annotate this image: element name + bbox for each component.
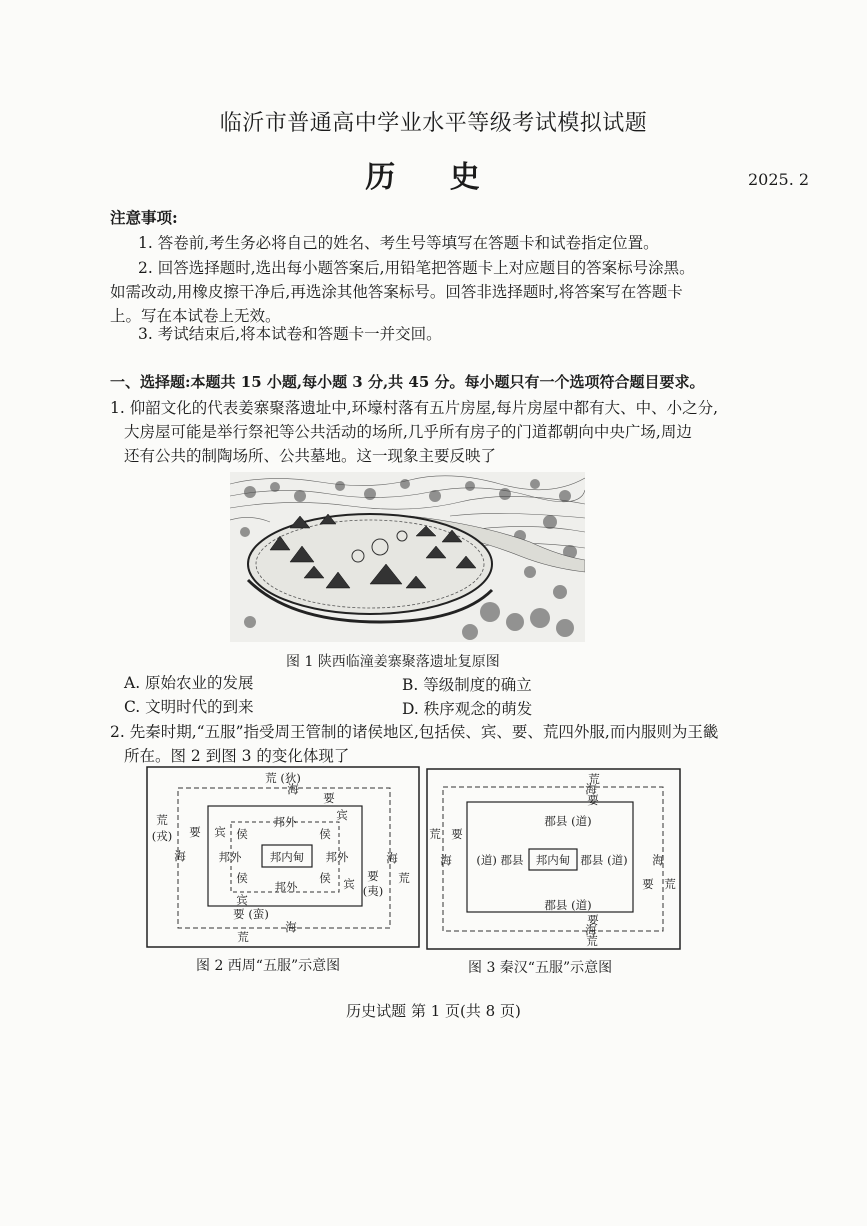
figure-2-diagram (146, 766, 420, 948)
fig2-hai-right: 海 (386, 851, 398, 865)
fig3-yao-bottom: 要 (587, 913, 599, 927)
q1-option-c[interactable]: C. 文明时代的到来 (124, 698, 254, 716)
fig2-huang-right: 荒 (398, 871, 410, 885)
q1-stem-line-2: 大房屋可能是举行祭祀等公共活动的场所,几乎所有房子的门道都朝向中央广场,周边 (124, 423, 692, 441)
q1-option-b[interactable]: B. 等级制度的确立 (402, 676, 532, 694)
fig2-bangwai-left: 邦外 (218, 850, 242, 864)
q2-stem-line-2: 所在。图 2 到图 3 的变化体现了 (124, 747, 350, 765)
q1-option-a[interactable]: A. 原始农业的发展 (124, 674, 254, 692)
fig2-bin-bottom: 宾 (236, 893, 248, 907)
notice-heading: 注意事项: (110, 208, 178, 227)
subject-title: 历 史 (365, 160, 502, 195)
section-1-heading: 一、选择题:本题共 15 小题,每小题 3 分,共 45 分。每小题只有一个选项符合题目要求。 (110, 373, 705, 391)
fig2-bangwai-top: 邦外 (273, 815, 297, 829)
fig2-hou-tl: 侯 (236, 827, 248, 841)
fig3-huang-top: 荒 (588, 772, 600, 786)
fig2-hou-tr: 侯 (319, 827, 331, 841)
settlement-illustration (230, 472, 585, 642)
fig2-huang-bottom: 荒 (237, 930, 249, 944)
fig3-junxian-right: 郡县 (道) (580, 853, 628, 867)
fig2-rong: (戎) (151, 829, 173, 843)
fig2-yao-bottom: 要 (蛮) (233, 907, 269, 921)
fig2-bin-right: 宾 (343, 877, 355, 891)
q1-stem-line-1: 1. 仰韶文化的代表姜寨聚落遗址中,环壕村落有五片房屋,每片房屋中都有大、中、小之分, (110, 399, 718, 417)
page-footer: 历史试题 第 1 页(共 8 页) (346, 1002, 521, 1020)
notice-item-3: 3. 考试结束后,将本试卷和答题卡一并交回。 (138, 325, 442, 343)
fig2-yao-left: 要 (189, 825, 201, 839)
figure-1-caption: 图 1 陕西临潼姜寨聚落遗址复原图 (286, 654, 500, 670)
fig3-huang-bottom: 荒 (586, 934, 598, 948)
figure-2-caption: 图 2 西周“五服”示意图 (196, 958, 341, 974)
exam-title: 临沂市普通高中学业水平等级考试模拟试题 (219, 111, 648, 136)
fig2-hou-bl: 侯 (236, 871, 248, 885)
fig2-yao-top: 要 (323, 791, 335, 805)
fig2-center: 邦内甸 (269, 850, 305, 864)
fig2-hai-top: 海 (287, 782, 299, 796)
fig3-junxian-top: 郡县 (道) (544, 814, 592, 828)
notice-item-2-line-3: 上。写在本试卷上无效。 (110, 307, 281, 325)
fig3-hai-bottom: 海 (585, 923, 597, 937)
q2-stem-line-1: 2. 先秦时期,“五服”指受周王管制的诸侯地区,包括侯、宾、要、荒四外服,而内服则为王畿 (110, 723, 719, 741)
fig3-hai-left: 海 (440, 853, 452, 867)
fig3-hai-top: 海 (585, 782, 597, 796)
fig2-huang-top: 荒 (狄) (265, 771, 301, 785)
q1-stem-line-3: 还有公共的制陶场所、公共墓地。这一现象主要反映了 (124, 447, 497, 465)
fig2-bangwai-right: 邦外 (325, 850, 349, 864)
fig3-hai-right: 海 (652, 853, 664, 867)
fig2-hai-bottom: 海 (285, 920, 297, 934)
fig3-yao-left: 要 (451, 827, 463, 841)
figure-3-caption: 图 3 秦汉“五服”示意图 (468, 960, 613, 976)
q1-option-d[interactable]: D. 秩序观念的萌发 (402, 700, 533, 718)
fig3-yao-right: 要 (642, 877, 654, 891)
fig3-center: 邦内甸 (535, 853, 571, 867)
fig2-hou-br: 侯 (319, 871, 331, 885)
notice-item-2-line-2: 如需改动,用橡皮擦干净后,再选涂其他答案标号。回答非选择题时,将答案写在答题卡 (110, 283, 683, 301)
fig3-huang-left: 荒 (429, 827, 441, 841)
fig3-yao-top: 要 (587, 793, 599, 807)
fig3-junxian-bottom: 郡县 (道) (544, 898, 592, 912)
fig2-bangwai-bottom: 邦外 (274, 880, 298, 894)
fig2-yao-right: 要 (367, 869, 379, 883)
fig3-huang-right: 荒 (664, 877, 676, 891)
figure-3-diagram (426, 768, 681, 950)
fig2-hai-left: 海 (174, 849, 186, 863)
fig2-bin-left: 宾 (214, 825, 226, 839)
notice-item-1: 1. 答卷前,考生务必将自己的姓名、考生号等填写在答题卡和试卷指定位置。 (138, 234, 659, 252)
exam-date: 2025. 2 (748, 170, 810, 189)
notice-item-2-line-1: 2. 回答选择题时,选出每小题答案后,用铅笔把答题卡上对应题目的答案标号涂黑。 (138, 259, 695, 277)
fig2-huang-left: 荒 (156, 813, 168, 827)
fig2-yi: (夷) (362, 884, 384, 898)
fig3-dao-left: (道) 郡县 (476, 853, 524, 867)
fig2-bin-top: 宾 (336, 808, 348, 822)
